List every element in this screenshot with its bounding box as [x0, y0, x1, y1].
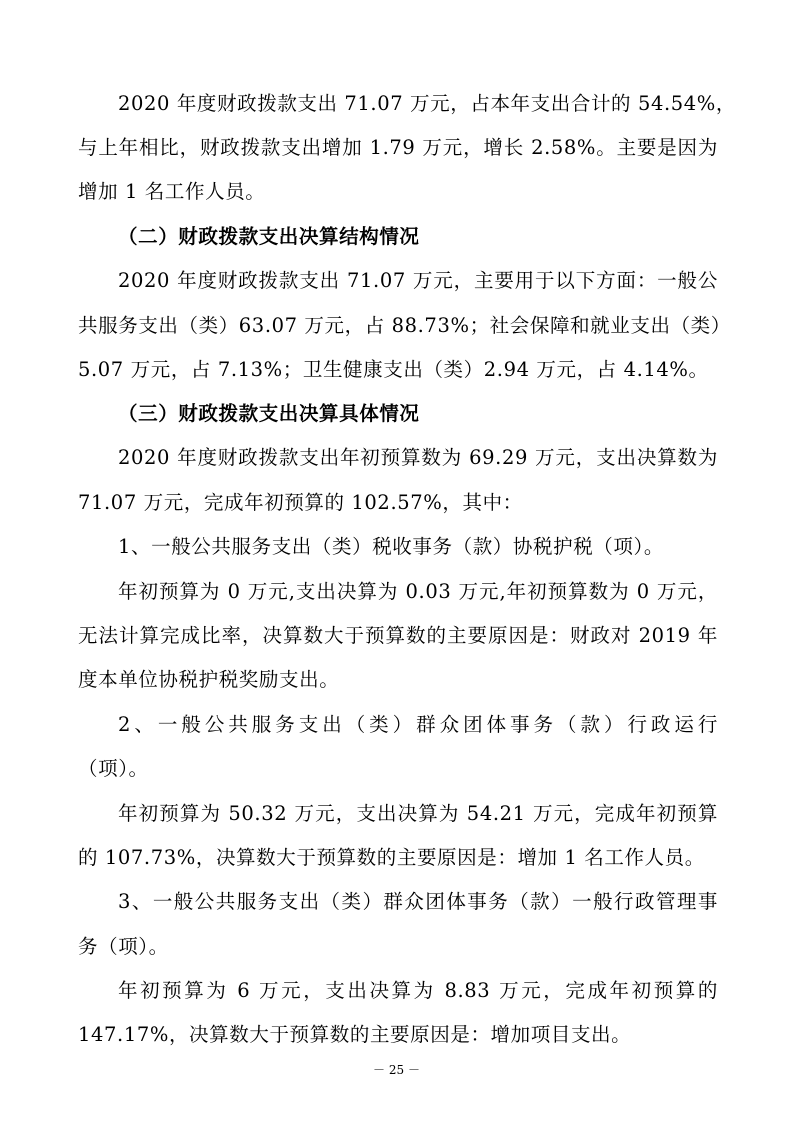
paragraph-line: 共服务支出（类）63.07 万元，占 88.73%；社会保障和就业支出（类） — [78, 314, 731, 337]
paragraph-line: 年初预算为 0 万元,支出决算为 0.03 万元,年初预算数为 0 万元， — [118, 580, 718, 603]
paragraph-line: 147.17%，决算数大于预算数的主要原因是：增加项目支出。 — [78, 1023, 632, 1046]
page-number: － 25 － — [373, 1063, 420, 1077]
paragraph-line: 增加 1 名工作人员。 — [78, 180, 266, 203]
paragraph-line: 2020 年度财政拨款支出 71.07 万元，占本年支出合计的 54.54%， — [118, 92, 736, 115]
paragraph-line: 年初预算为 50.32 万元，支出决算为 54.21 万元，完成年初预算 — [118, 802, 718, 825]
list-item-continuation: （项）。 — [78, 757, 149, 780]
paragraph-line: 无法计算完成比率，决算数大于预算数的主要原因是：财政对 2019 年 — [78, 624, 718, 647]
section-heading: （二）财政拨款支出决算结构情况 — [118, 225, 420, 248]
list-item: 3、一般公共服务支出（类）群众团体事务（款）一般行政管理事 — [118, 890, 718, 913]
section-heading: （三）财政拨款支出决算具体情况 — [118, 402, 420, 425]
paragraph-line: 2020 年度财政拨款支出年初预算数为 69.29 万元，支出决算数为 — [118, 446, 718, 469]
paragraph-line: 度本单位协税护税奖励支出。 — [78, 668, 340, 691]
paragraph-line: 的 107.73%，决算数大于预算数的主要原因是：增加 1 名工作人员。 — [78, 846, 705, 869]
paragraph-line: 与上年相比，财政拨款支出增加 1.79 万元，增长 2.58%。主要是因为 — [78, 136, 718, 159]
paragraph-line: 年初预算为 6 万元，支出决算为 8.83 万元，完成年初预算的 — [118, 979, 718, 1002]
paragraph-line: 2020 年度财政拨款支出 71.07 万元，主要用于以下方面：一般公 — [118, 269, 718, 292]
list-item: 2、一般公共服务支出（类）群众团体事务（款）行政运行 — [118, 713, 718, 736]
paragraph-line: 5.07 万元，占 7.13%；卫生健康支出（类）2.94 万元，占 4.14%。 — [78, 358, 709, 381]
list-item: 1、一般公共服务支出（类）税收事务（款）协税护税（项）。 — [118, 535, 664, 558]
paragraph-line: 71.07 万元，完成年初预算的 102.57%，其中： — [78, 491, 523, 514]
list-item-continuation: 务（项）。 — [78, 935, 169, 958]
